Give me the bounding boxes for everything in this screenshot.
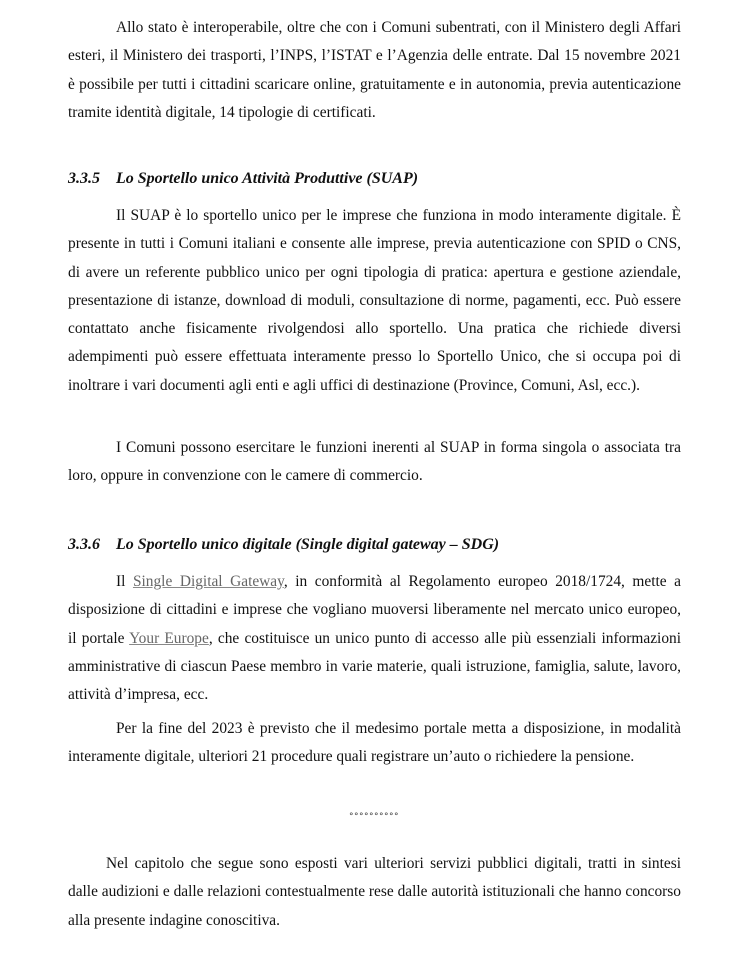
paragraph-text: , in conformità al Regolamento europeo 2018/1724, mette a disposizione di cittadini e imprese che vogliano muoversi liberamente nel mercato unico europeo, il portale	[68, 573, 681, 647]
paragraph-text: Il SUAP è lo sportello unico per le imprese che funziona in modo interamente digitale. È presente in tutti i Comuni italiani e consente alle imprese, previa autenticazione con SPID o CNS, di avere un referente pubblico unico per ogni tipologia di pratica: apertura e gestione aziendale, presentazione di istanze, download di moduli, consultazione di norme, pagamenti, ecc. Può essere contattato anche fisicamente rivolgendosi allo sportello. Una pratica che richiede diversi adempimenti può essere effettuata interamente presso lo Sportello Unico, che si occupa poi di inoltrare i vari documenti agli enti e agli uffici di destinazione (Province, Comuni, Asl, ecc.).	[68, 207, 681, 394]
paragraph-text: I Comuni possono esercitare le funzioni inerenti al SUAP in forma singola o associata tra loro, oppure in convenzione con le camere di commercio.	[68, 439, 681, 485]
your-europe-link[interactable]: Your Europe	[129, 629, 209, 647]
section-title: Lo Sportello unico Attività Produttive (SUAP)	[116, 170, 419, 187]
section-heading-3-3-5	[68, 170, 418, 188]
paragraph-suap-comuni	[68, 434, 681, 491]
paragraph-text: Allo stato è interoperabile, oltre che con i Comuni subentrati, con il Ministero degli Affari esteri, il Ministero dei trasporti, l’INPS, l’ISTAT e l’Agenzia delle entrate. Dal 15 novembre 2021 è possibile per tutti i cittadini scaricare online, gratuitamente e in autonomia, previa autenticazione tramite identità digitale, 14 tipologie di certificati.	[68, 19, 681, 121]
section-number: 3.3.6	[68, 536, 100, 553]
paragraph-suap-description	[68, 202, 681, 400]
section-number: 3.3.5	[68, 170, 100, 187]
paragraph-text: Il	[116, 573, 133, 590]
paragraph-sdg-description	[68, 568, 681, 709]
paragraph-sdg-2023	[68, 715, 681, 772]
paragraph-anpr-interoperability	[68, 14, 681, 127]
paragraph-text: Nel capitolo che segue sono esposti vari ulteriori servizi pubblici digitali, tratti in sintesi dalle audizioni e dalle relazioni contestualmente rese dalle autorità istituzionali che hanno concorso alla presente indagine conoscitiva.	[68, 855, 681, 929]
paragraph-text: Per la fine del 2023 è previsto che il medesimo portale metta a disposizione, in modalità interamente digitale, ulteriori 21 procedure quali registrare un’auto o richiedere la pensione.	[68, 720, 681, 766]
paragraph-chapter-intro	[68, 850, 681, 935]
single-digital-gateway-link[interactable]: Single Digital Gateway	[132, 573, 284, 590]
paragraph-text: , che costituisce un unico punto di accesso alle più essenziali informazioni amministrative di ciascun Paese membro in varie materie, quali istruzione, famiglia, salute, lavoro, attività d’impresa, ecc.	[68, 629, 681, 704]
section-title: Lo Sportello unico digitale (Single digital gateway – SDG)	[116, 536, 500, 553]
section-separator: °°°°°°°°°°	[349, 812, 399, 822]
section-heading-3-3-6	[68, 536, 499, 554]
